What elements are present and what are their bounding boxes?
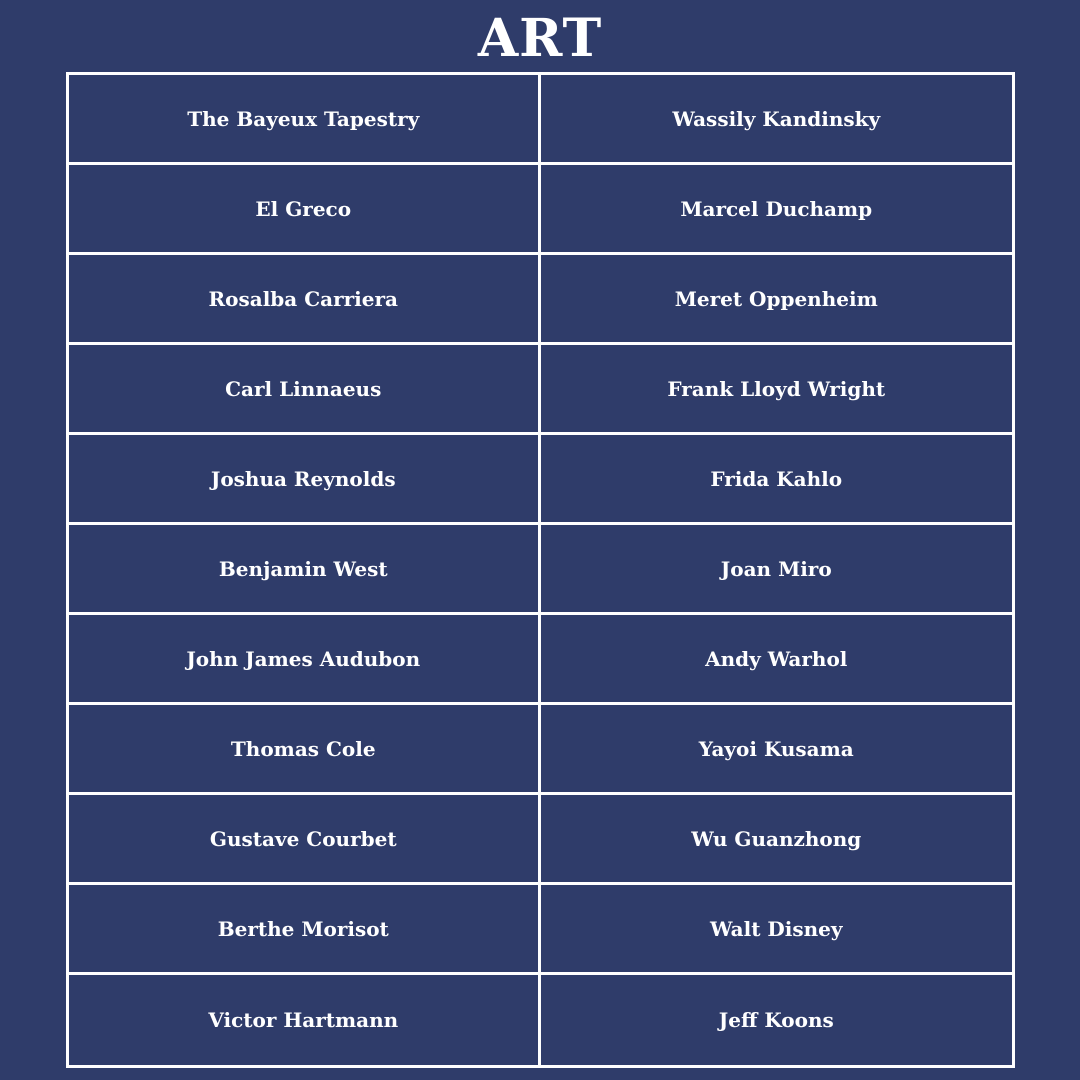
- grid-cell: Carl Linnaeus: [69, 345, 541, 435]
- grid-cell: The Bayeux Tapestry: [69, 75, 541, 165]
- grid-cell: Yayoi Kusama: [541, 705, 1013, 795]
- grid-cell: Walt Disney: [541, 885, 1013, 975]
- grid-cell: Andy Warhol: [541, 615, 1013, 705]
- name-grid: [66, 72, 1015, 1068]
- grid-cell: El Greco: [69, 165, 541, 255]
- grid-cell: Victor Hartmann: [69, 975, 541, 1065]
- grid-cell: John James Audubon: [69, 615, 541, 705]
- grid-cell: Benjamin West: [69, 525, 541, 615]
- grid-cell: Thomas Cole: [69, 705, 541, 795]
- grid-cell: Gustave Courbet: [69, 795, 541, 885]
- grid-cell: Joshua Reynolds: [69, 435, 541, 525]
- grid-cell: Wassily Kandinsky: [541, 75, 1013, 165]
- grid-cell: Frank Lloyd Wright: [541, 345, 1013, 435]
- grid-cell: Frida Kahlo: [541, 435, 1013, 525]
- grid-cell: Meret Oppenheim: [541, 255, 1013, 345]
- grid-cell: Joan Miro: [541, 525, 1013, 615]
- grid-cell: Rosalba Carriera: [69, 255, 541, 345]
- grid-cell: Berthe Morisot: [69, 885, 541, 975]
- grid-cell: Marcel Duchamp: [541, 165, 1013, 255]
- page-title: ART: [477, 8, 603, 69]
- grid-cell: Jeff Koons: [718, 1008, 834, 1032]
- grid-cell: Wu Guanzhong: [541, 795, 1013, 885]
